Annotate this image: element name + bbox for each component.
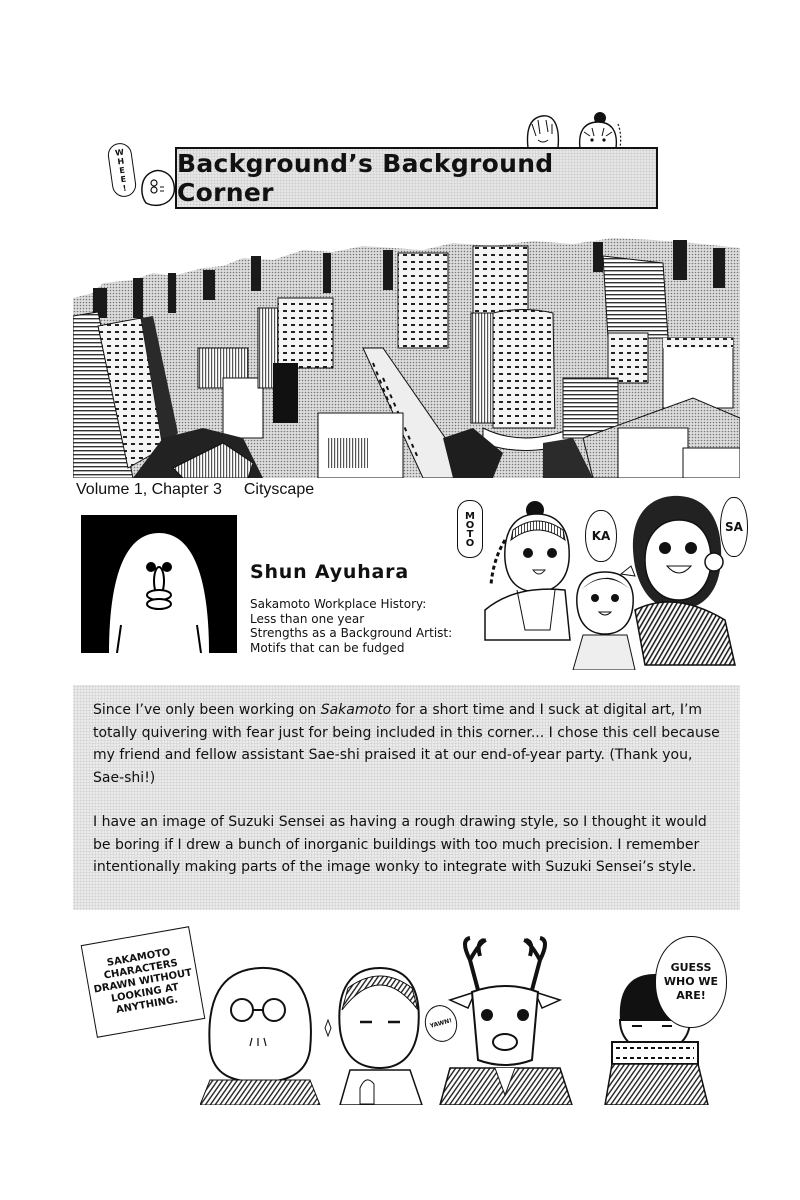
strengths-value: Motifs that can be fudged <box>250 640 405 655</box>
bubble-letter: ! <box>122 183 127 193</box>
workplace-history-value: Less than one year <box>250 611 365 626</box>
note-text: SAKAMOTO CHARACTERS DRAWN WITHOUT LOOKING AT ANYTHING. <box>92 946 193 1016</box>
sa-speech-bubble <box>720 497 748 557</box>
bubble-letter: E <box>118 165 126 175</box>
chapter-label: Volume 1, Chapter 3 <box>76 481 222 498</box>
subject-label: Cityscape <box>243 481 315 498</box>
caption-note-box <box>81 926 206 1038</box>
comment-paragraph-2: I have an image of Suzuki Sensei as having a rough drawing style, so I thought it would be boring if I drew a bunch of inorganic buildings with too much precision. I remember intentionally making parts of the image wonky to integrate with Suzuki Sensei’s style. <box>93 814 707 875</box>
strengths-label: Strengths as a Background Artist: <box>250 626 453 640</box>
bubble-letter: E <box>119 174 127 184</box>
bubble-text: YAWN! <box>429 1017 453 1030</box>
artist-info <box>250 597 452 655</box>
cityscape-image <box>73 238 740 478</box>
artist-comment-panel <box>73 685 740 910</box>
mascot-blob-icon <box>138 165 176 207</box>
artist-avatar <box>81 515 237 653</box>
moto-speech-bubble <box>457 500 483 558</box>
bubble-text: KA <box>591 529 611 543</box>
illustration-caption <box>76 481 314 499</box>
text-span: for a short time and I suck at digital art, I’m totally quivering with fear just for being included in this corner... I chose this cell because my friend and fellow assistant Sae-shi praised it at our end-of-year party. (Thank you, Sae-shi!) <box>93 702 720 786</box>
bubble-text: MOTO <box>464 511 476 547</box>
whee-speech-bubble <box>106 142 137 199</box>
page-title: Background’s Background Corner <box>177 149 554 207</box>
comment-paragraph-1 <box>93 699 720 789</box>
text-span: Since I’ve only been working on <box>93 702 321 718</box>
ghost-avatar-icon <box>81 515 237 653</box>
workplace-history-label: Sakamoto Workplace History: <box>250 597 427 611</box>
italic-title: Sakamoto <box>320 702 392 718</box>
artist-name: Shun Ayuhara <box>250 561 409 583</box>
section-title-banner <box>175 147 658 209</box>
guess-speech-bubble <box>655 936 727 1028</box>
bubble-letter: H <box>116 156 125 167</box>
ka-speech-bubble <box>585 510 617 562</box>
peeking-characters-icon <box>520 110 635 150</box>
bubble-text: GUESS WHO WE ARE! <box>663 961 719 1002</box>
bubble-text: SA <box>725 520 743 534</box>
bubble-letter: W <box>114 147 125 158</box>
cityscape-illustration <box>73 238 740 478</box>
